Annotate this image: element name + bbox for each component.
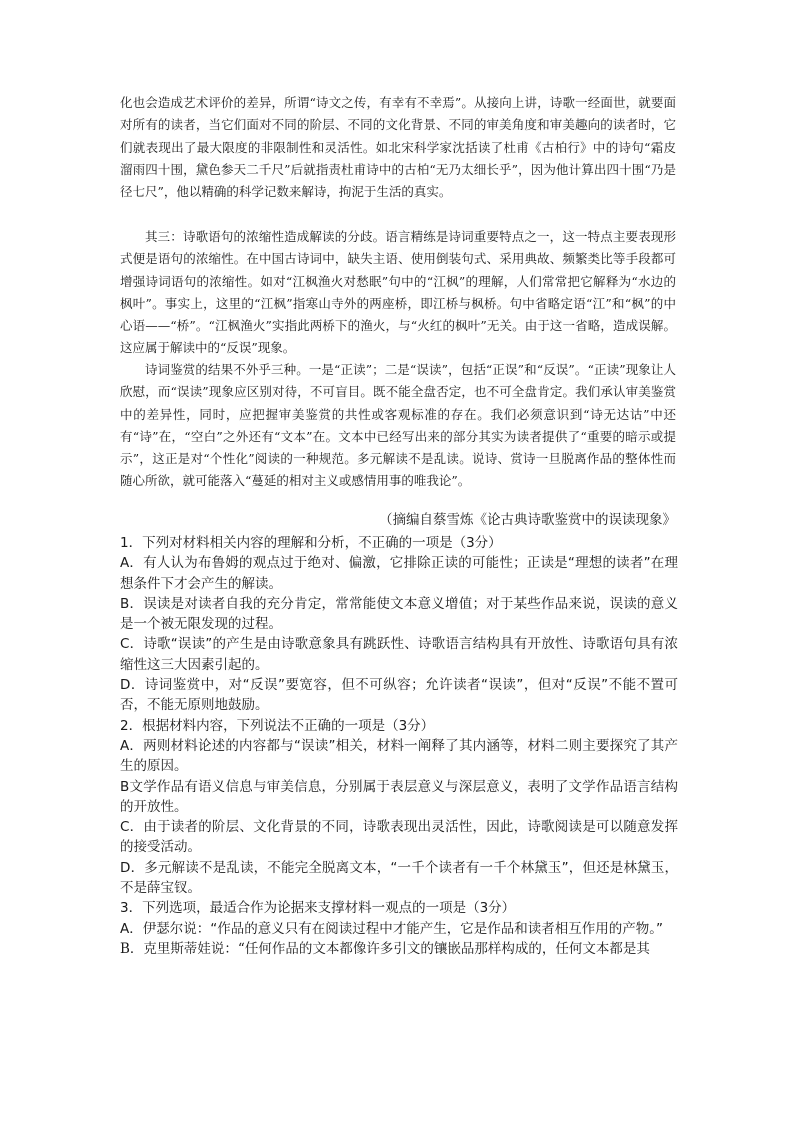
question-2-option-a: A．两则材料论述的内容都与“误读”相关，材料一阐释了其内涵等，材料二则主要探究了其产生的原因。 [120,737,678,775]
question-2-option-d: D．多元解读不是乱读，不能完全脱离文本，“一千个读者有一千个林黛玉”，但还是林黛玉，不是薛宝钗。 [120,859,678,897]
question-1-option-b: B．误读是对读者自我的充分肯定，常常能使文本意义增值；对于某些作品来说，误读的意义是一个被无限发现的过程。 [120,595,678,633]
question-2-stem: 2．根据材料内容，下列说法不正确的一项是（3分） [120,717,435,734]
passage-paragraph-2: 其三：诗歌语句的浓缩性造成解读的分歧。语言精练是诗词重要特点之一，这一特点主要表现形式便是语句的浓缩性。在中国古诗词中，缺失主语、使用倒装句式、采用典故、频繁类比等手段都可增强诗词语句的浓缩性。如对“江枫渔火对愁眠”句中的“江枫”的理解，人们常常把它解释为“水边的枫叶”。事实上，这里的“江枫”指寒山寺外的两座桥，即江桥与枫桥。句中省略定语“江”和“枫”的中心语——“桥”。“江枫渔火”实指此两桥下的渔火，与“火红的枫叶”无关。由于这一省略，造成误解。这应属于解读中的“反误”现象。 [120,229,676,356]
question-2-option-b: B文学作品有语义信息与审美信息，分别属于表层意义与深层意义，表明了文学作品语言结构的开放性。 [120,778,678,815]
passage-paragraph-1: 化也会造成艺术评价的差异，所谓“诗文之传，有幸有不幸焉”。从接向上讲，诗歌一经面世，就要面对所有的读者，当它们面对不同的阶层、不同的文化背景、不同的审美角度和审美趣向的读者时，它们就表现出了最大限度的非限制性和灵活性。如北宋科学家沈括读了杜甫《古柏行》中的诗句“霜皮溜雨四十围，黛色参天二千尺”后就指责杜甫诗中的古柏“无乃太细长乎”，因为他计算出四十围“乃是径七尺”，他以精确的科学记数来解诗，拘泥于生活的真实。 [120,95,676,200]
question-2-option-c: C．由于读者的阶层、文化背景的不同，诗歌表现出灵活性，因此，诗歌阅读是可以随意发挥的接受活动。 [120,819,678,856]
passage-paragraph-3: 诗词鉴赏的结果不外乎三种。一是“正读”；二是“误读”，包括“正误”和“反误”。“正读”现象让人欣慰，而“误读”现象应区别对待，不可盲目。既不能全盘否定，也不可全盘肯定。我们承认审美鉴赏中的差异性，同时，应把握审美鉴赏的共性或客观标准的存在。我们必须意识到“诗无达诂”中还有“诗”在，“空白”之外还有“文本”在。文本中已经写出来的部分其实为读者提供了“重要的暗示或提示”，这正是对“个性化”阅读的一种规范。多元解读不是乱读。说诗、赏诗一旦脱离作品的整体性而随心所欲，就可能落入“蔓延的相对主义或感情用事的唯我论”。 [120,362,676,489]
question-3-stem: 3．下列选项，最适合作为论据来支撑材料一观点的一项是（3分） [120,900,516,917]
question-1-stem: 1．下列对材料相关内容的理解和分析，不正确的一项是（3分） [120,535,502,551]
question-list [120,533,678,959]
source-citation: （摘编自蔡雪炼《论古典诗歌鉴赏中的误读现象》 [379,512,676,528]
question-3-option-a: A．伊瑟尔说：“作品的意义只有在阅读过程中才能产生，它是作品和读者相互作用的产物。” [120,920,663,937]
question-1-option-c: C．诗歌“误读”的产生是由诗歌意象具有跳跃性、诗歌语言结构具有开放性、诗歌语句具有浓缩性这三大因素引起的。 [120,636,678,673]
question-3-option-b: B．克里斯蒂娃说：“任何作品的文本都像许多引文的镶嵌品那样构成的，任何文本都是其 [120,940,650,957]
question-1-option-a: A．有人认为布鲁姆的观点过于绝对、偏激，它排除正读的可能性；正读是“理想的读者”在理想条件下才会产生的解读。 [120,555,678,592]
question-1-option-d: D．诗词鉴赏中，对“反误”要宽容，但不可纵容；允许读者“误读”，但对“反误”不能不置可否，不能无原则地鼓励。 [120,677,678,714]
